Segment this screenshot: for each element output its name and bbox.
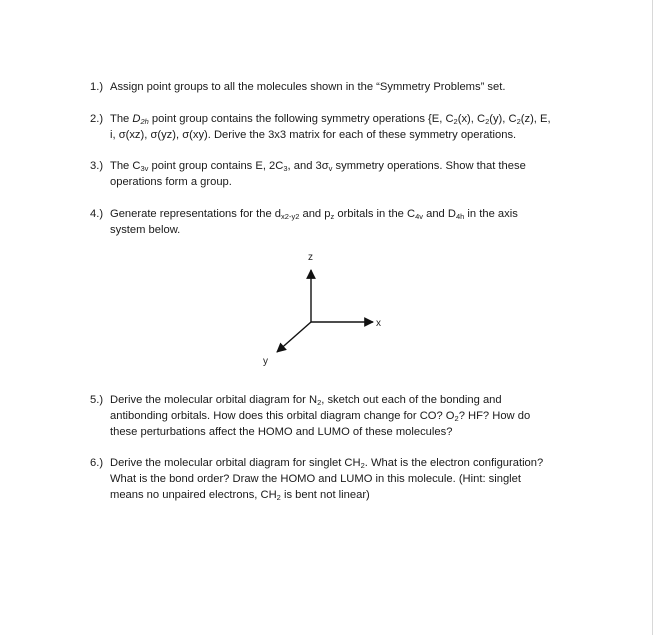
- question-number: 2.): [90, 113, 104, 125]
- question-text: Assign point groups to all the molecules shown in the “Symmetry Problems” set.: [110, 81, 506, 93]
- y-axis-arrow: [277, 322, 311, 352]
- x-axis-label: x: [376, 318, 381, 329]
- z-axis-label: z: [308, 252, 313, 263]
- question-number: 3.): [90, 160, 104, 172]
- question-text: Generate representations for the $d_{x2-y2}$ and $p_z$ orbitals in the $C_{4v}$ and $D_{4h}$ in the axis system below.: [110, 208, 518, 236]
- question-2: [90, 111, 590, 143]
- question-number: 4.): [90, 208, 104, 220]
- question-number: 6.): [90, 457, 104, 469]
- question-number: 1.): [90, 81, 104, 93]
- question-1: [90, 79, 590, 95]
- y-axis-label: y: [263, 356, 268, 367]
- question-number: 5.): [90, 394, 104, 406]
- question-text: The $D_{2h}$ point group contains the following symmetry operations {E, $C_2(x)$, $C_2(y)$, $C_2(z)$, E, i, σ(xz), σ(yz), σ(xy). Derive the 3x3 matrix for each of these symmetry operations.: [110, 113, 551, 141]
- axis-system-diagram: [255, 248, 395, 368]
- question-3: [90, 158, 590, 190]
- question-5: [90, 392, 590, 440]
- question-6: [90, 455, 590, 503]
- question-text: Derive the molecular orbital diagram for singlet $CH_2$. What is the electron configuration? What is the bond order? Draw the HOMO and LUMO in this molecule. (Hint: singlet means no unpaired electrons, $CH_2$ is bent not linear): [110, 457, 544, 502]
- question-text: The $C_{3v}$ point group contains E, $2C_3$, and $3\sigma_v$ symmetry operations. Show that these operations form a group.: [110, 160, 526, 188]
- question-text: Derive the molecular orbital diagram for $N_2$, sketch out each of the bonding and antibonding orbitals. How does this orbital diagram change for CO? $O_2$? HF? How do these perturbations affect the HOMO and LUMO of these molecules?: [110, 394, 531, 438]
- question-4: [90, 206, 590, 238]
